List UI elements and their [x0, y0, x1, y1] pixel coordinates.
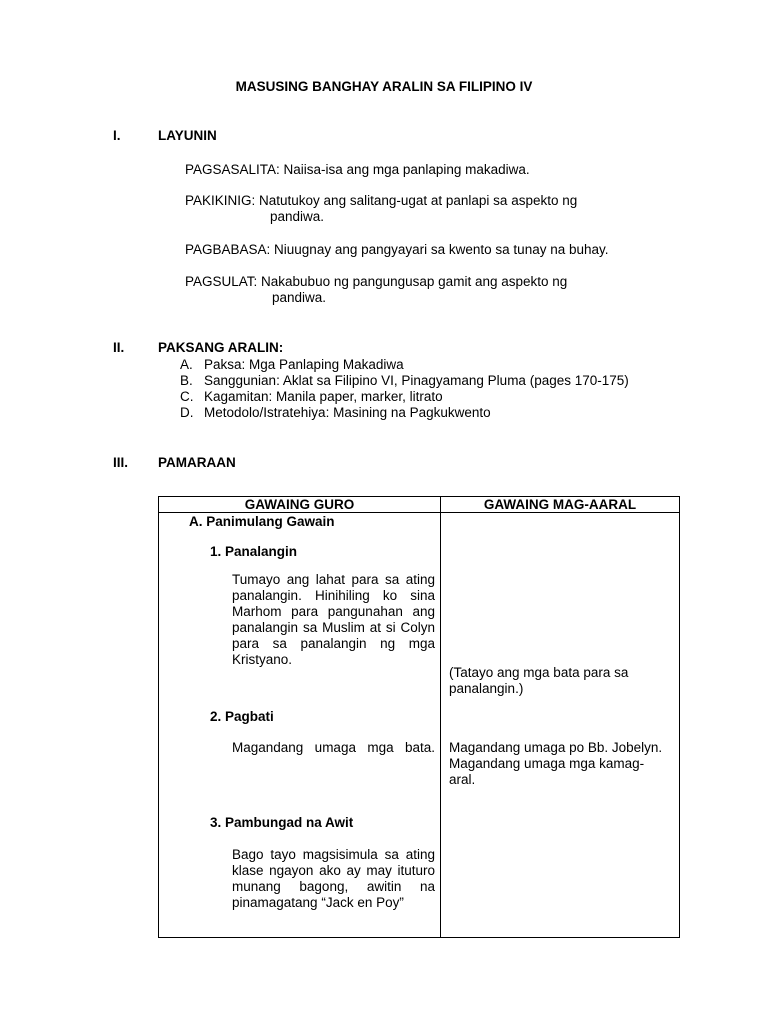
- document-title: MASUSING BANGHAY ARALIN SA FILIPINO IV: [235, 79, 533, 94]
- section-number-2: II.: [113, 340, 125, 355]
- pagbati-guro-text: Magandang umaga mga bata.: [232, 740, 435, 755]
- objective-pagsulat: [185, 274, 685, 306]
- list-marker: D.: [180, 405, 194, 420]
- section-a-heading: A. Panimulang Gawain: [189, 514, 335, 529]
- list-item: [180, 405, 660, 421]
- list-item: [180, 389, 660, 405]
- section-heading-paksang-aralin: PAKSANG ARALIN:: [158, 340, 284, 355]
- panalangin-mag-aaral-text: (Tatayo ang mga bata para sa panalangin.): [449, 665, 629, 696]
- mag-aaral-cell: [441, 513, 680, 938]
- item-panalangin-guro-text: Tumayo ang lahat para sa ating panalangin. Hinihiling ko sina Marhom para pangunahan ang panalangin sa Muslim at si Colyn para sa panalangin ng mga Kristyano.: [232, 572, 435, 667]
- section-heading-pamaraan: PAMARAAN: [158, 455, 236, 470]
- item-pambungad-guro-text: Bago tayo magsisimula sa ating klase ngayon ako ay may ituturo munang bagong, awitin na pinamagatang “Jack en Poy”: [232, 847, 435, 910]
- objective-pagsulat-line1: PAGSULAT: Nakabubuo ng pangungusap gamit ang aspekto ng: [185, 274, 568, 289]
- column-header-gawaing-mag-aaral: GAWAING MAG-AARAL: [441, 497, 680, 513]
- paksa-list: [180, 357, 660, 421]
- metodolo-text: Metodolo/Istratehiya: Masining na Pagkukwento: [204, 405, 491, 420]
- paksa-text: Paksa: Mga Panlaping Makadiwa: [204, 357, 404, 372]
- item-pagbati-heading: 2. Pagbati: [210, 709, 274, 724]
- section-number-1: I.: [113, 128, 121, 143]
- list-marker: A.: [180, 357, 193, 372]
- objective-pakikinig-line2: pandiwa.: [270, 209, 325, 224]
- list-marker: C.: [180, 389, 194, 404]
- sanggunian-text: Sanggunian: Aklat sa Filipino VI, Pinagyamang Pluma (pages 170-175): [204, 373, 629, 388]
- lesson-table: [158, 496, 680, 938]
- objective-pakikinig-line1: PAKIKINIG: Natutukoy ang salitang-ugat at panlapi sa aspekto ng: [185, 193, 578, 208]
- section-heading-layunin: LAYUNIN: [158, 128, 217, 143]
- section-number-3: III.: [113, 455, 129, 470]
- objective-pagbabasa: PAGBABASA: Niuugnay ang pangyayari sa kwento sa tunay na buhay.: [185, 242, 609, 257]
- pagbati-mag-aaral-text: Magandang umaga po Bb. Jobelyn. Magandang umaga mga kamag-aral.: [449, 740, 663, 787]
- list-item: [180, 373, 660, 389]
- guro-cell: [159, 513, 441, 938]
- item-panalangin-heading: 1. Panalangin: [210, 544, 298, 559]
- list-marker: B.: [180, 373, 193, 388]
- item-pagbati-guro-text: [232, 740, 435, 756]
- objective-pagsulat-line2: pandiwa.: [272, 290, 327, 305]
- item-pambungad-heading: 3. Pambungad na Awit: [210, 815, 354, 830]
- list-item: [180, 357, 660, 373]
- column-header-gawaing-guro: GAWAING GURO: [159, 497, 441, 513]
- objective-pakikinig: [185, 193, 685, 225]
- kagamitan-text: Kagamitan: Manila paper, marker, litrato: [204, 389, 443, 404]
- objective-pagsasalita: PAGSASALITA: Naiisa-isa ang mga panlaping makadiwa.: [185, 162, 530, 177]
